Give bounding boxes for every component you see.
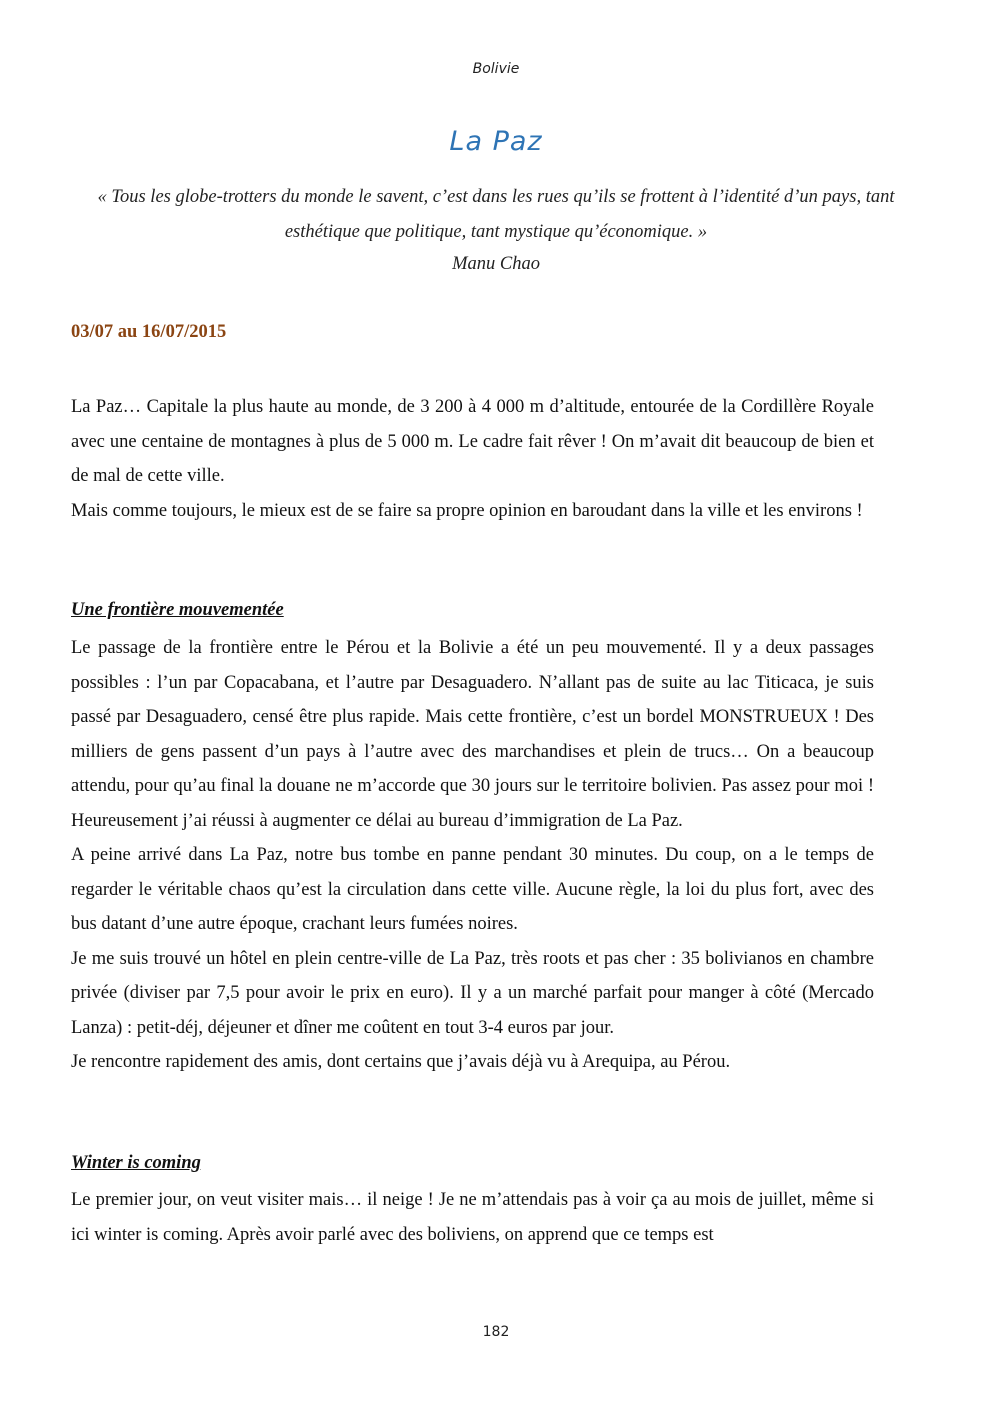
epigraph-quote: « Tous les globe-trotters du monde le savent, c’est dans les rues qu’ils se frottent à l’identité d’un pays, tant esthétique que politique, tant mystique qu’économique. » <box>97 187 895 242</box>
section-heading: Winter is coming <box>71 1153 201 1173</box>
paragraph: Je rencontre rapidement des amis, dont certains que j’avais déjà vu à Arequipa, au Pérou. <box>71 1052 731 1072</box>
page-number: 182 <box>482 1324 510 1340</box>
epigraph-author: Manu Chao <box>452 254 540 274</box>
section-frontiere <box>71 631 874 1080</box>
running-header: Bolivie <box>472 61 520 77</box>
paragraph: Mais comme toujours, le mieux est de se faire sa propre opinion en baroudant dans la ville et les environs ! <box>71 500 863 521</box>
paragraph: Le premier jour, on veut visiter mais… il neige ! Je ne m’attendais pas à voir ça au mois de juillet, même si ici winter is coming. Après avoir parlé avec des boliviens, on apprend que ce temps est <box>71 1190 874 1245</box>
page-title: La Paz <box>449 126 543 157</box>
date-range: 03/07 au 16/07/2015 <box>71 322 227 342</box>
paragraph: A peine arrivé dans La Paz, notre bus tombe en panne pendant 30 minutes. Du coup, on a le temps de regarder le véritable chaos qu’est la circulation dans cette ville. Aucune règle, la loi du plus fort, avec des bus datant d’une autre époque, crachant leurs fumées noires. <box>71 845 874 934</box>
section-heading: Une frontière mouvementée <box>71 600 284 620</box>
intro-section <box>71 390 874 528</box>
paragraph: Je me suis trouvé un hôtel en plein centre-ville de La Paz, très roots et pas cher : 35 bolivianos en chambre privée (diviser par 7,5 pour avoir le prix en euro). Il y a un marché parfait pour manger à côté (Mercado Lanza) : petit-déj, déjeuner et dîner me coûtent en tout 3-4 euros par jour. <box>71 948 874 1038</box>
paragraph: La Paz… Capitale la plus haute au monde, de 3 200 à 4 000 m d’altitude, entourée de la Cordillère Royale avec une centaine de montagnes à plus de 5 000 m. Le cadre fait rêver ! On m’avait dit beaucoup de bien et de mal de cette ville. <box>71 397 874 486</box>
section-winter <box>71 1183 874 1252</box>
paragraph: Le passage de la frontière entre le Pérou et la Bolivie a été un peu mouvementé. Il y a deux passages possibles : l’un par Copacabana, et l’autre par Desaguadero. N’allant pas de suite au lac Titicaca, je suis passé par Desaguadero, censé être plus rapide. Mais cette frontière, c’est un bordel MONSTRUEUX ! Des milliers de gens passent d’un pays à l’autre avec des marchandises et plein de trucs… On a beaucoup attendu, pour qu’au final la douane ne m’accorde que 30 jours sur le territoire bolivien. Pas assez pour moi ! Heureusement j’ai réussi à augmenter ce délai au bureau d’immigration de La Paz. <box>71 638 874 831</box>
